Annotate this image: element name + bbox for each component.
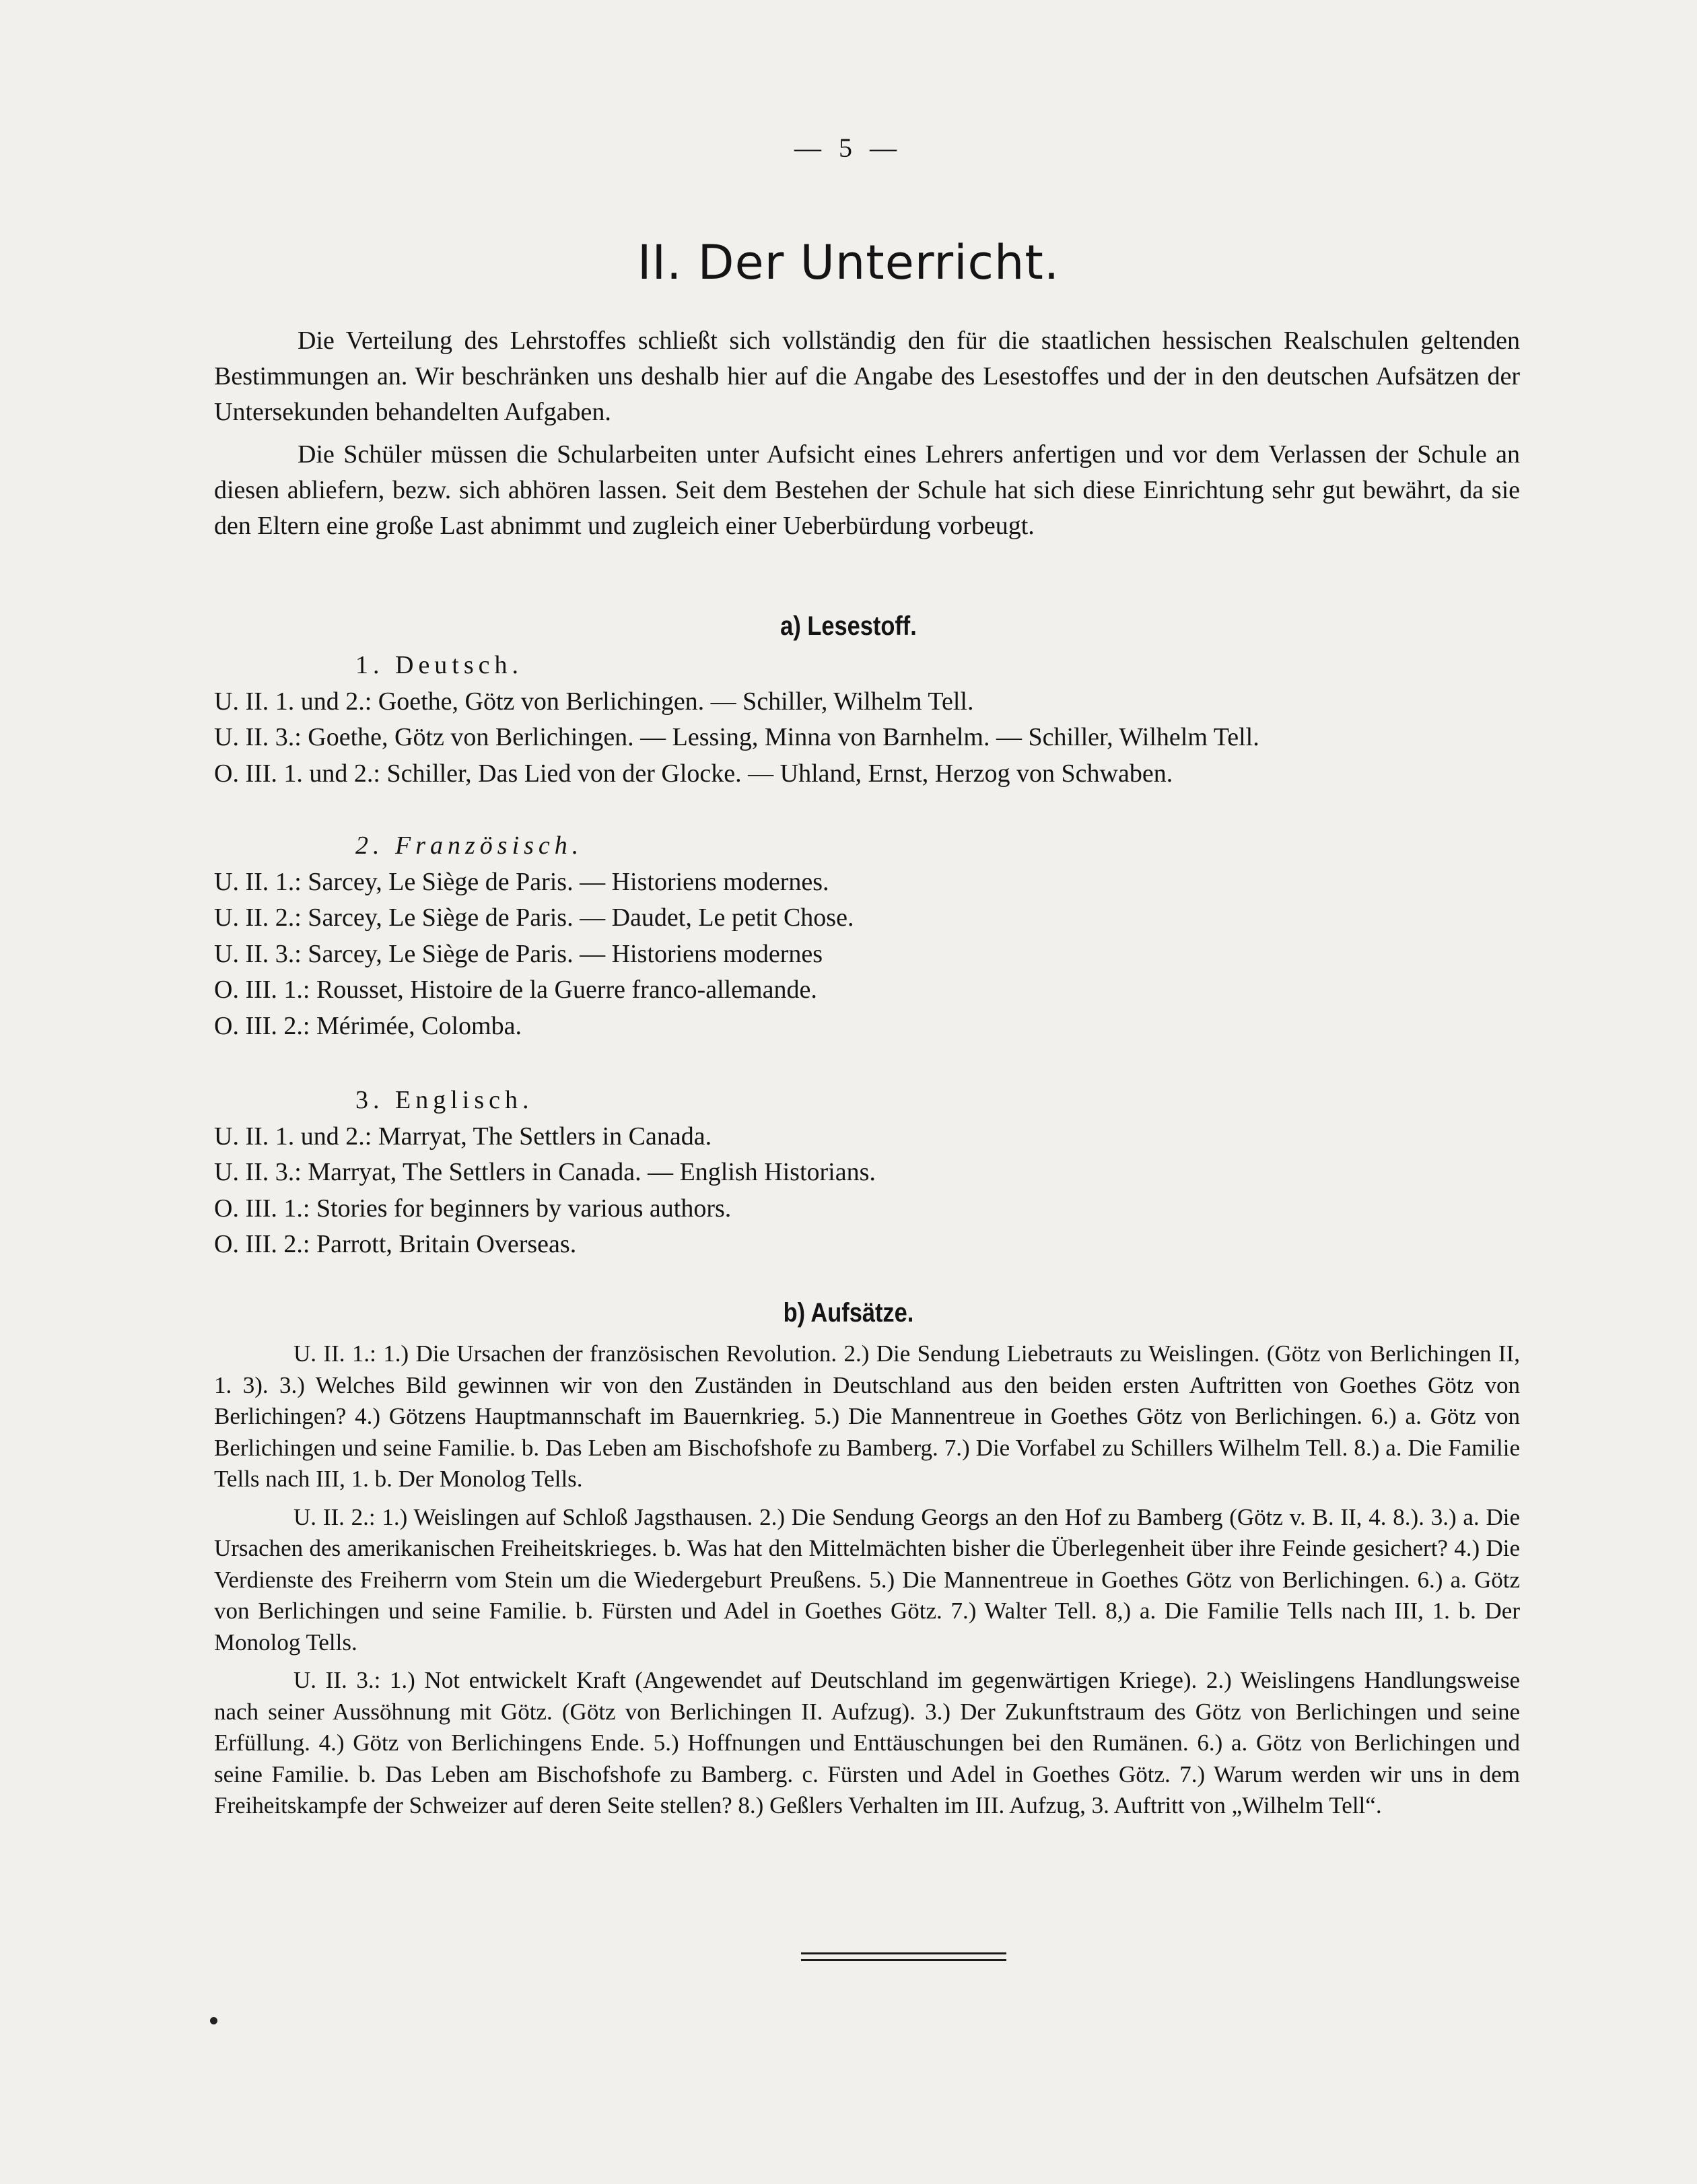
reading-line: O. III. 1. und 2.: Schiller, Das Lied von der Glocke. — Uhland, Ernst, Herzog von Schwaben.: [214, 759, 1173, 788]
essay-topics-paragraph: U. II. 3.: 1.) Not entwickelt Kraft (Angewendet auf Deutschland im gegenwärtigen Kriege). 2.) Weislingens Handlungsweise nach seiner Aussöhnung mit Götz. (Götz von Berlichingen II. Aufzug). 3.) Der Zukunftstraum des Götz von Berlichingen und seine Erfüllung. 4.) Götz von Berlichingens Ende. 5.) Hoffnungen und Enttäuschungen bei den Rumänen. 6.) a. Götz von Berlichingen und seine Familie. b. Das Leben am Bischofshofe zu Bamberg. c. Fürsten und Adel in Goethes Götz. 7.) Warum werden wir uns in dem Freiheitskampfe der Schweizer auf deren Seite stellen? 8.) Geßlers Verhalten im III. Aufzug, 3. Auftritt von „Wilhelm Tell“.: [214, 1667, 1520, 1818]
reading-line: U. II. 3.: Sarcey, Le Siège de Paris. — Historiens modernes: [214, 939, 823, 968]
reading-line: U. II. 3.: Marryat, The Settlers in Canada. — English Historians.: [214, 1158, 876, 1186]
reading-line: U. II. 1.: Sarcey, Le Siège de Paris. — Historiens modernes.: [214, 867, 829, 896]
essay-topics-paragraph: U. II. 2.: 1.) Weislingen auf Schloß Jagsthausen. 2.) Die Sendung Georgs an den Hof zu Bamberg (Götz v. B. II, 4. 8.). 3.) a. Die Ursachen des amerikanischen Freiheitskrieges. b. Was hat den Mittelmächten bisher die Überlegenheit über ihre Feinde gesichert? 4.) Die Verdienste des Freiherrn vom Stein um die Wiedergeburt Preußens. 5.) Die Mannentreue in Goethes Götz von Berlichingen. 6.) a. Götz von Berlichingen und seine Familie. b. Fürsten und Adel in Goethes Götz. 7.) Walter Tell. 8,) a. Die Familie Tells nach III, 1. b. Der Monolog Tells.: [214, 1503, 1520, 1656]
intro-paragraph: Die Schüler müssen die Schularbeiten unter Aufsicht eines Lehrers anfertigen und vor dem Verlassen der Schule an diesen abliefern, bezw. sich abhören lassen. Seit dem Bestehen der Schule hat sich diese Einrichtung sehr gut bewährt, da sie den Eltern eine große Last abnimmt und zugleich einer Ueberbürdung vorbeugt.: [214, 440, 1520, 540]
reading-line: O. III. 2.: Mérimée, Colomba.: [214, 1011, 522, 1040]
reading-line: O. III. 2.: Parrott, Britain Overseas.: [214, 1230, 577, 1258]
aufsaetze-heading: b) Aufsätze.: [783, 1298, 914, 1328]
intro-section: [214, 323, 1520, 544]
lesestoff-englisch: [214, 1083, 1520, 1263]
intro-paragraph: Die Verteilung des Lehrstoffes schließt sich vollständig den für die staatlichen hessischen Realschulen geltenden Bestimmungen an. Wir beschränken uns deshalb hier auf die Angabe des Lesestoffes und der in den deutschen Aufsätzen der Untersekunden behandelten Aufgaben.: [214, 327, 1520, 426]
closing-rule: [801, 1952, 1006, 1954]
reading-line: O. III. 1.: Stories for beginners by various authors.: [214, 1194, 732, 1223]
lesestoff-franzoesisch: [214, 828, 1520, 1044]
aufsaetze-section: [214, 1338, 1520, 1829]
reading-line: U. II. 3.: Goethe, Götz von Berlichingen. — Lessing, Minna von Barnhelm. — Schiller, Wilhelm Tell.: [214, 723, 1259, 751]
reading-line: U. II. 1. und 2.: Goethe, Götz von Berlichingen. — Schiller, Wilhelm Tell.: [214, 687, 974, 716]
chapter-heading: II. Der Unterricht.: [637, 235, 1060, 290]
subject-heading-deutsch: 1. Deutsch.: [355, 651, 524, 679]
lesestoff-heading: a) Lesestoff.: [780, 611, 917, 641]
closing-rule: [801, 1959, 1006, 1961]
essay-topics-paragraph: U. II. 1.: 1.) Die Ursachen der französischen Revolution. 2.) Die Sendung Liebetrauts zu Weislingen. (Götz von Berlichingen II, 1. 3). 3.) Welches Bild gewinnen wir von den Zuständen in Deutschland aus den beiden ersten Auftritten von Goethes Götz von Berlichingen? 4.) Götzens Hauptmannschaft im Bauernkrieg. 5.) Die Mannentreue in Goethes Götz von Berlichingen. 6.) a. Götz von Berlichingen und seine Familie. b. Das Leben am Bischofshofe zu Bamberg. 7.) Die Vorfabel zu Schillers Wilhelm Tell. 8.) a. Die Familie Tells nach III, 1. b. Der Monolog Tells.: [214, 1340, 1520, 1492]
subject-heading-franzoesisch: 2. Französisch.: [355, 831, 584, 860]
subject-heading-englisch: 3. Englisch.: [355, 1086, 534, 1114]
reading-line: O. III. 1.: Rousset, Histoire de la Guerre franco-allemande.: [214, 976, 817, 1004]
reading-line: U. II. 2.: Sarcey, Le Siège de Paris. — Daudet, Le petit Chose.: [214, 903, 854, 932]
lesestoff-deutsch: [214, 648, 1520, 792]
reading-line: U. II. 1. und 2.: Marryat, The Settlers in Canada.: [214, 1122, 712, 1151]
ink-dot: [210, 2017, 217, 2024]
page-number: — 5 —: [794, 133, 902, 163]
